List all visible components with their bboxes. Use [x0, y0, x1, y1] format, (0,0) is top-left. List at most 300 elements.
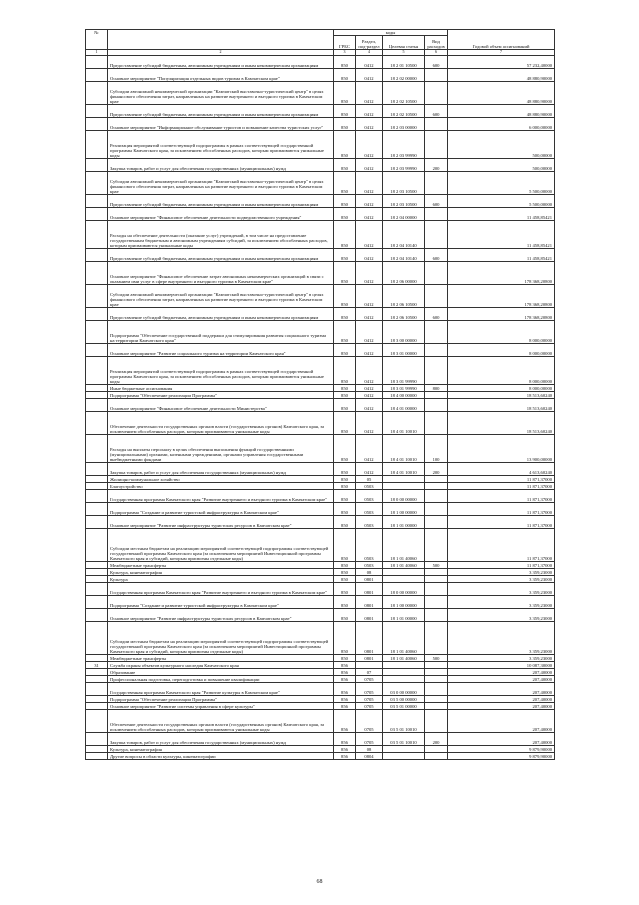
row-expense-type: [425, 117, 448, 130]
row-expense-type: 800: [425, 384, 448, 391]
row-razdel: 0412: [356, 462, 383, 475]
row-razdel: 0412: [356, 130, 383, 158]
row-name: Основное мероприятие "Финансовое обеспечение деятельности Министерства": [108, 398, 334, 411]
row-target-article: 18 2 06 10500: [383, 284, 425, 307]
table-row: [86, 752, 555, 759]
row-number: [86, 130, 108, 158]
row-amount: 48 880,90000: [448, 104, 555, 117]
table-row: [86, 194, 555, 207]
row-target-article: [383, 668, 425, 675]
table-row: [86, 343, 555, 356]
row-number: [86, 482, 108, 489]
row-expense-type: [425, 489, 448, 502]
row-grbs: 850: [334, 68, 356, 81]
table-row: [86, 475, 555, 482]
row-amount: 6 000,00000: [448, 117, 555, 130]
row-expense-type: [425, 661, 448, 668]
row-grbs: 850: [334, 515, 356, 528]
row-amount: 500,00000: [448, 158, 555, 171]
row-target-article: 18 4 01 10010: [383, 411, 425, 434]
row-amount: 178 368,20800: [448, 307, 555, 320]
table-row: [86, 515, 555, 528]
row-razdel: 0412: [356, 220, 383, 248]
row-razdel: [356, 661, 383, 668]
table-row: [86, 661, 555, 668]
row-amount: 207,40000: [448, 682, 555, 695]
row-target-article: 18 2 04 10140: [383, 248, 425, 261]
row-number: [86, 384, 108, 391]
table-row: [86, 528, 555, 561]
row-name: Субсидии местным бюджетам на реализацию мероприятий соответствующей подпрограммы соответствующей государственной программы Камчатского края (за исключением мероприятий Инвестиционной программы Камчатского края и субсидий, которым присвоены отдельные коды): [108, 528, 334, 561]
table-row: [86, 171, 555, 194]
row-grbs: 856: [334, 752, 356, 759]
table-row: [86, 582, 555, 595]
row-amount: 48 880,90000: [448, 68, 555, 81]
row-target-article: 18 1 00 00000: [383, 595, 425, 608]
row-target-article: 18 4 00 00000: [383, 391, 425, 398]
row-target-article: 18 2 04 10140: [383, 220, 425, 248]
row-razdel: 0503: [356, 482, 383, 489]
row-grbs: 850: [334, 261, 356, 284]
row-expense-type: [425, 284, 448, 307]
row-razdel: 0412: [356, 307, 383, 320]
row-amount: 3 359,23000: [448, 595, 555, 608]
row-amount: 8 000,00000: [448, 356, 555, 384]
row-grbs: 850: [334, 462, 356, 475]
row-expense-type: 600: [425, 307, 448, 320]
row-name: Культура: [108, 575, 334, 582]
row-amount: 207,40000: [448, 668, 555, 675]
table-row: [86, 356, 555, 384]
row-grbs: 850: [334, 158, 356, 171]
row-name: Благоустройство: [108, 482, 334, 489]
row-grbs: 850: [334, 595, 356, 608]
row-razdel: 0503: [356, 502, 383, 515]
row-grbs: 856: [334, 668, 356, 675]
row-name: Государственная программа Камчатского края "Развитие внутреннего и въездного туризма в Камчатском крае": [108, 582, 334, 595]
row-expense-type: [425, 261, 448, 284]
table-row: [86, 384, 555, 391]
row-amount: 11 871,37000: [448, 561, 555, 568]
row-name: Подпрограмма "Обеспечение реализации Программы": [108, 695, 334, 702]
row-grbs: 856: [334, 709, 356, 732]
row-grbs: 850: [334, 561, 356, 568]
row-number: [86, 320, 108, 343]
row-amount: 207,40000: [448, 675, 555, 682]
row-expense-type: [425, 575, 448, 582]
row-amount: 11 871,37000: [448, 502, 555, 515]
row-razdel: 0412: [356, 384, 383, 391]
row-target-article: 18 2 03 00000: [383, 117, 425, 130]
row-amount: 18 513,60240: [448, 391, 555, 398]
table-row: [86, 284, 555, 307]
row-amount: 3 359,23000: [448, 582, 555, 595]
header-amount: Годовой объем ассигнований: [448, 30, 555, 50]
row-number: [86, 343, 108, 356]
row-name: Основное мероприятие "Развитие инфраструктуры туристских ресурсов в Камчатском крае": [108, 515, 334, 528]
row-expense-type: [425, 391, 448, 398]
row-expense-type: 600: [425, 194, 448, 207]
table-row: [86, 682, 555, 695]
row-number: [86, 434, 108, 462]
row-name: Другие вопросы в области культуры, кинематографии: [108, 752, 334, 759]
row-number: [86, 284, 108, 307]
row-grbs: 850: [334, 475, 356, 482]
colnum: 6: [425, 50, 448, 56]
row-razdel: 0503: [356, 561, 383, 568]
row-target-article: 18 2 06 00000: [383, 261, 425, 284]
table-row: [86, 482, 555, 489]
row-razdel: 0801: [356, 621, 383, 654]
row-target-article: 18 2 03 10500: [383, 194, 425, 207]
row-target-article: [383, 475, 425, 482]
row-number: [86, 307, 108, 320]
table-row: [86, 220, 555, 248]
table-row: [86, 489, 555, 502]
row-amount: 57 232,40000: [448, 55, 555, 68]
row-expense-type: [425, 207, 448, 220]
colnum: 2: [108, 50, 334, 56]
row-grbs: 850: [334, 502, 356, 515]
row-expense-type: [425, 568, 448, 575]
row-grbs: 850: [334, 621, 356, 654]
row-name: Предоставление субсидий бюджетным, автономным учреждениям и иным некоммерческим организациям: [108, 55, 334, 68]
row-number: [86, 489, 108, 502]
row-number: [86, 104, 108, 117]
header-codes: коды: [334, 30, 448, 36]
table-row: [86, 248, 555, 261]
row-grbs: 850: [334, 343, 356, 356]
row-number: [86, 81, 108, 104]
row-grbs: 856: [334, 702, 356, 709]
row-number: [86, 515, 108, 528]
row-razdel: 05: [356, 475, 383, 482]
page-number: 68: [316, 879, 323, 885]
row-expense-type: [425, 502, 448, 515]
row-number: [86, 745, 108, 752]
row-amount: 11 458,85421: [448, 248, 555, 261]
row-grbs: 856: [334, 682, 356, 695]
row-amount: 9 879,90000: [448, 752, 555, 759]
row-amount: 13 900,00000: [448, 434, 555, 462]
row-target-article: 03 5 01 10010: [383, 709, 425, 732]
row-amount: 207,40000: [448, 709, 555, 732]
row-target-article: 18 2 03 99990: [383, 158, 425, 171]
row-target-article: 18 2 03 99990: [383, 130, 425, 158]
row-amount: 11 458,85421: [448, 220, 555, 248]
row-number: [86, 582, 108, 595]
row-amount: 11 871,37000: [448, 475, 555, 482]
row-razdel: 0503: [356, 528, 383, 561]
row-razdel: 08: [356, 745, 383, 752]
row-target-article: 18 2 02 10500: [383, 104, 425, 117]
row-number: [86, 158, 108, 171]
row-grbs: 850: [334, 582, 356, 595]
row-amount: 18 513,60240: [448, 411, 555, 434]
row-grbs: 856: [334, 732, 356, 745]
row-name: Образование: [108, 668, 334, 675]
row-expense-type: 200: [425, 158, 448, 171]
row-name: Иные бюджетные ассигнования: [108, 384, 334, 391]
row-target-article: 18 3 01 99990: [383, 384, 425, 391]
row-razdel: 0503: [356, 515, 383, 528]
row-target-article: 18 2 03 10500: [383, 171, 425, 194]
row-number: [86, 709, 108, 732]
row-grbs: 850: [334, 171, 356, 194]
header-csr: Целевая статья: [383, 36, 425, 50]
table-row: [86, 104, 555, 117]
row-grbs: 850: [334, 654, 356, 661]
row-expense-type: [425, 171, 448, 194]
row-target-article: 03 5 01 00000: [383, 702, 425, 709]
row-target-article: [383, 752, 425, 759]
row-grbs: 850: [334, 320, 356, 343]
table-row: [86, 595, 555, 608]
row-number: [86, 411, 108, 434]
row-razdel: 0412: [356, 320, 383, 343]
row-target-article: 18 4 01 00000: [383, 398, 425, 411]
row-grbs: 850: [334, 398, 356, 411]
row-grbs: 850: [334, 384, 356, 391]
row-expense-type: [425, 320, 448, 343]
row-expense-type: 200: [425, 462, 448, 475]
row-target-article: [383, 661, 425, 668]
row-number: [86, 462, 108, 475]
row-expense-type: [425, 709, 448, 732]
row-amount: 207,40000: [448, 695, 555, 702]
row-number: [86, 207, 108, 220]
row-expense-type: [425, 68, 448, 81]
table-row: [86, 502, 555, 515]
row-target-article: [383, 568, 425, 575]
table-row: [86, 434, 555, 462]
row-grbs: 850: [334, 104, 356, 117]
row-number: 31: [86, 661, 108, 668]
row-amount: 500,00000: [448, 130, 555, 158]
row-razdel: 0412: [356, 68, 383, 81]
row-razdel: 0412: [356, 171, 383, 194]
row-name: Жилищно-коммунальное хозяйство: [108, 475, 334, 482]
row-amount: 178 368,20800: [448, 284, 555, 307]
colnum: 7: [448, 50, 555, 56]
row-razdel: 0412: [356, 284, 383, 307]
row-expense-type: [425, 343, 448, 356]
row-name: Предоставление субсидий бюджетным, автономным учреждениям и иным некоммерческим организациям: [108, 248, 334, 261]
row-razdel: 0412: [356, 248, 383, 261]
row-expense-type: [425, 515, 448, 528]
row-number: [86, 752, 108, 759]
row-target-article: 18 3 01 00000: [383, 343, 425, 356]
table-row: [86, 307, 555, 320]
row-target-article: 03 5 01 10010: [383, 732, 425, 745]
row-grbs: 850: [334, 356, 356, 384]
row-name: Предоставление субсидий бюджетным, автономным учреждениям и иным некоммерческим организациям: [108, 104, 334, 117]
row-name: Межбюджетные трансферты: [108, 561, 334, 568]
row-target-article: 03 0 00 00000: [383, 682, 425, 695]
row-amount: 11 871,37000: [448, 482, 555, 489]
row-name: Государственная программа Камчатского края "Развитие культуры в Камчатском крае": [108, 682, 334, 695]
header-grbs: ГРБС: [334, 36, 356, 50]
row-target-article: 18 4 01 10010: [383, 462, 425, 475]
row-grbs: 850: [334, 248, 356, 261]
table-row: [86, 621, 555, 654]
row-grbs: 850: [334, 130, 356, 158]
table-row: [86, 158, 555, 171]
row-expense-type: [425, 81, 448, 104]
header-name: [108, 30, 334, 50]
row-razdel: 08: [356, 568, 383, 575]
row-expense-type: [425, 702, 448, 709]
row-razdel: 0705: [356, 702, 383, 709]
row-number: [86, 398, 108, 411]
row-name: Подпрограмма "Создание и развитие туристской инфраструктуры в Камчатском крае": [108, 595, 334, 608]
row-grbs: 850: [334, 207, 356, 220]
table-row: [86, 81, 555, 104]
row-name: Подпрограмма "Обеспечение государственной поддержки для стимулирования развития социального туризма на территории Камчатского края": [108, 320, 334, 343]
table-row: [86, 398, 555, 411]
row-target-article: 18 1 01 00000: [383, 608, 425, 621]
row-amount: 4 613,60240: [448, 462, 555, 475]
row-number: [86, 595, 108, 608]
colnum: 1: [86, 50, 108, 56]
row-razdel: 0412: [356, 434, 383, 462]
row-amount: 3 359,23000: [448, 608, 555, 621]
row-target-article: 18 2 02 10500: [383, 81, 425, 104]
row-expense-type: 100: [425, 434, 448, 462]
row-razdel: 0801: [356, 582, 383, 595]
row-grbs: 850: [334, 608, 356, 621]
table-row: [86, 608, 555, 621]
row-razdel: 0705: [356, 675, 383, 682]
row-number: [86, 220, 108, 248]
table-row: [86, 575, 555, 582]
row-name: Основное мероприятие "Информационное обслуживание туристов и повышение качества туристских услуг": [108, 117, 334, 130]
table-row: [86, 568, 555, 575]
table-row: [86, 320, 555, 343]
row-grbs: 850: [334, 220, 356, 248]
row-number: [86, 194, 108, 207]
row-razdel: 0412: [356, 207, 383, 220]
header-razdel: Раздел, под-раздел: [356, 36, 383, 50]
row-name: Субсидии местным бюджетам на реализацию мероприятий соответствующей подпрограммы соответствующей государственной программы Камчатского края (за исключением мероприятий Инвестиционной программы Камчатского края и субсидий, которым присвоены отдельные коды): [108, 621, 334, 654]
row-amount: 3 359,23000: [448, 654, 555, 661]
row-razdel: 0412: [356, 117, 383, 130]
table-row: [86, 261, 555, 284]
row-target-article: 18 1 01 40060: [383, 528, 425, 561]
row-number: [86, 702, 108, 709]
row-target-article: 18 3 00 00000: [383, 320, 425, 343]
row-number: [86, 356, 108, 384]
table-row: [86, 695, 555, 702]
row-target-article: 03 5 00 00000: [383, 695, 425, 702]
row-name: Основное мероприятие "Финансовое обеспечение деятельности подведомственного учреждения": [108, 207, 334, 220]
row-expense-type: [425, 752, 448, 759]
row-expense-type: [425, 130, 448, 158]
row-target-article: 18 2 06 10500: [383, 307, 425, 320]
row-number: [86, 248, 108, 261]
row-razdel: 0705: [356, 682, 383, 695]
row-target-article: 18 3 01 99990: [383, 356, 425, 384]
row-amount: 207,40000: [448, 702, 555, 709]
row-expense-type: [425, 528, 448, 561]
row-razdel: 0705: [356, 732, 383, 745]
row-razdel: 0412: [356, 343, 383, 356]
row-grbs: 850: [334, 81, 356, 104]
row-expense-type: 200: [425, 732, 448, 745]
row-expense-type: [425, 668, 448, 675]
table-row: [86, 462, 555, 475]
row-grbs: 856: [334, 661, 356, 668]
row-razdel: 0412: [356, 261, 383, 284]
row-name: Основное мероприятие "Популяризация отдельных видов туризма в Камчатском крае": [108, 68, 334, 81]
row-grbs: 850: [334, 55, 356, 68]
colnum: 3: [334, 50, 356, 56]
row-name: Предоставление субсидий бюджетным, автономным учреждениям и иным некоммерческим организациям: [108, 194, 334, 207]
row-razdel: 0801: [356, 595, 383, 608]
row-number: [86, 654, 108, 661]
row-amount: 11 871,37000: [448, 489, 555, 502]
row-amount: 9 879,90000: [448, 745, 555, 752]
row-number: [86, 575, 108, 582]
row-name: Культура, кинематография: [108, 745, 334, 752]
row-razdel: 0412: [356, 398, 383, 411]
row-name: Расходы на обеспечение деятельности (оказание услуг) учреждений, в том числе на предоставление государственным бюджетным и автономным учреждениям субсидий, за исключением обособленных расходов, которым присваиваются уникальные коды: [108, 220, 334, 248]
table-row: [86, 411, 555, 434]
table-row: [86, 702, 555, 709]
row-name: Основное мероприятие "Финансовое обеспечение затрат автономных некоммерческих организаций в связи с оказанием ими услуг в сфере внутреннего и въездного туризма в Камчатском крае": [108, 261, 334, 284]
row-name: Реализация мероприятий соответствующей подпрограммы в рамках соответствующей государственной программы Камчатского края, за исключением обособленных расходов, которым присваиваются уникальные коды: [108, 356, 334, 384]
row-name: Основное мероприятие "Развитие социального туризма на территории Камчатского края": [108, 343, 334, 356]
row-grbs: 850: [334, 307, 356, 320]
row-grbs: 856: [334, 695, 356, 702]
table-row: [86, 668, 555, 675]
table-row: [86, 654, 555, 661]
row-amount: 8 000,00000: [448, 320, 555, 343]
row-target-article: 18 0 00 00000: [383, 582, 425, 595]
row-razdel: 0705: [356, 709, 383, 732]
row-expense-type: [425, 398, 448, 411]
row-amount: 11 871,37000: [448, 515, 555, 528]
header-vr: Вид расходов: [425, 36, 448, 50]
row-grbs: 850: [334, 411, 356, 434]
row-razdel: 0801: [356, 608, 383, 621]
row-razdel: 0503: [356, 489, 383, 502]
row-expense-type: [425, 220, 448, 248]
row-name: Подпрограмма "Обеспечение реализации Программы": [108, 391, 334, 398]
row-grbs: 850: [334, 434, 356, 462]
row-number: [86, 568, 108, 575]
row-number: [86, 621, 108, 654]
row-target-article: 18 2 01 10500: [383, 55, 425, 68]
budget-table: [85, 29, 555, 760]
row-expense-type: [425, 482, 448, 489]
row-expense-type: [425, 745, 448, 752]
row-name: Обеспечение деятельности государственных органов власти (государственных органов) Камчатского края, за исключением обособленных расходов, которым присваиваются уникальные коды: [108, 411, 334, 434]
row-grbs: 850: [334, 575, 356, 582]
row-expense-type: 500: [425, 561, 448, 568]
row-name: Закупка товаров, работ и услуг для обеспечения государственных (муниципальных) нужд: [108, 462, 334, 475]
row-razdel: 0804: [356, 752, 383, 759]
row-razdel: 0705: [356, 695, 383, 702]
row-target-article: [383, 575, 425, 582]
table-row: [86, 130, 555, 158]
row-amount: 5 500,00000: [448, 171, 555, 194]
row-expense-type: [425, 621, 448, 654]
row-razdel: 0412: [356, 81, 383, 104]
row-target-article: [383, 675, 425, 682]
row-target-article: 18 1 01 40060: [383, 654, 425, 661]
row-amount: 5 500,00000: [448, 194, 555, 207]
